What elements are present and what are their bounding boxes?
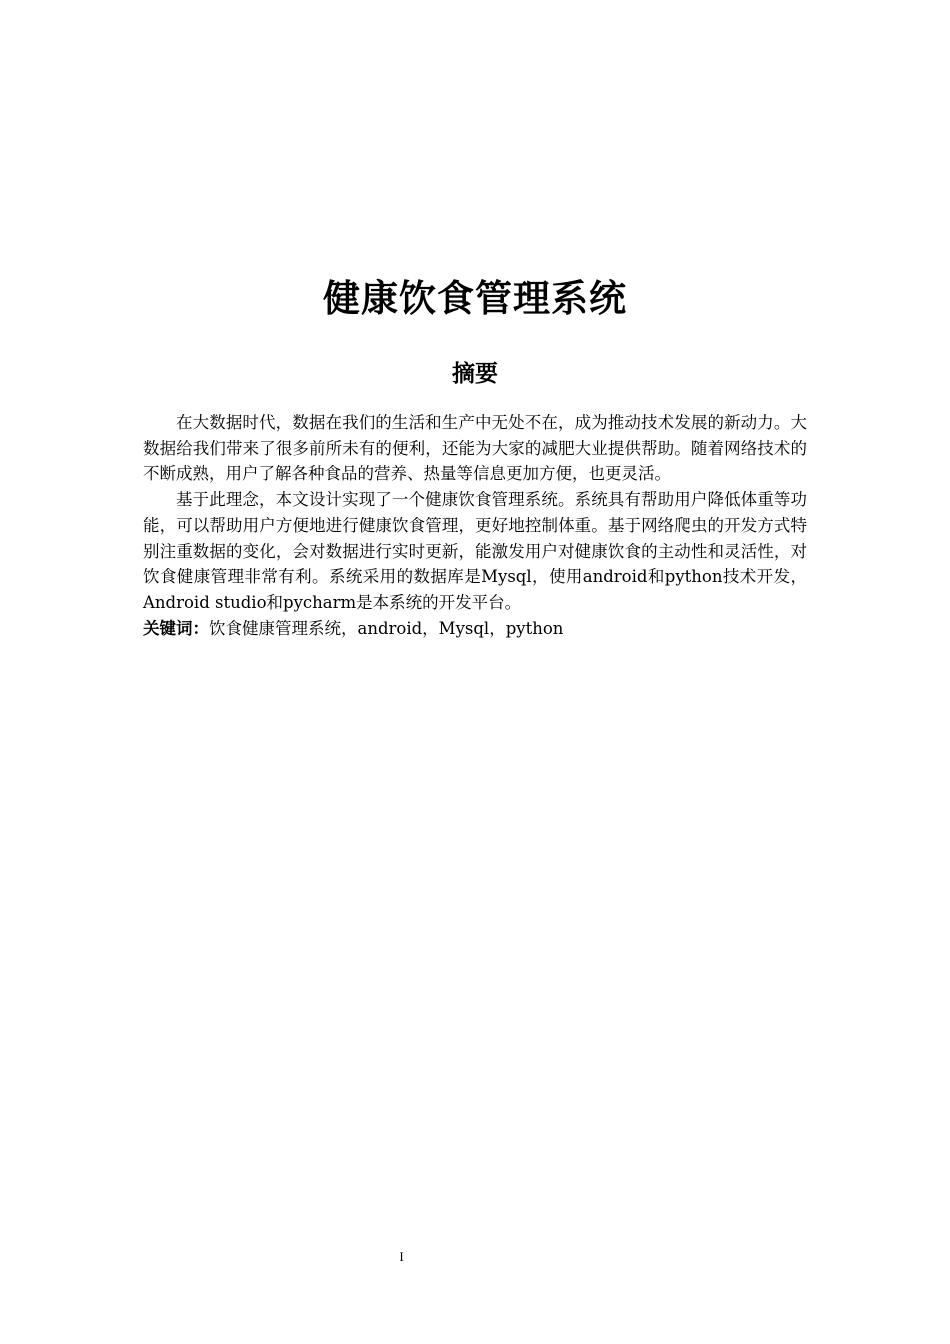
keywords-text: 饮食健康管理系统，android，Mysql，python xyxy=(209,618,564,638)
abstract-heading: 摘要 xyxy=(452,361,498,387)
abstract-paragraph-1: 在大数据时代，数据在我们的生活和生产中无处不在，成为推动技术发展的新动力。大数据给我们带来了很多前所未有的便利，还能为大家的减肥大业提供帮助。随着网络技术的不断成熟，用户了解各种食品的营养、热量等信息更加方便，也更灵活。 xyxy=(143,413,807,484)
document-title: 健康饮食管理系统 xyxy=(323,277,627,320)
keywords-line xyxy=(143,616,807,642)
abstract-body xyxy=(143,410,807,641)
keywords-label: 关键词： xyxy=(143,618,209,638)
page-number: I xyxy=(399,1249,404,1264)
abstract-paragraph-2: 基于此理念，本文设计实现了一个健康饮食管理系统。系统具有帮助用户降低体重等功能，可以帮助用户方便地进行健康饮食管理，更好地控制体重。基于网络爬虫的开发方式特别注重数据的变化，会对数据进行实时更新，能激发用户对健康饮食的主动性和灵活性，对饮食健康管理非常有利。系统采用的数据库是Mysql，使用android和python技术开发，Android studio和pycharm是本系统的开发平台。 xyxy=(143,490,807,612)
